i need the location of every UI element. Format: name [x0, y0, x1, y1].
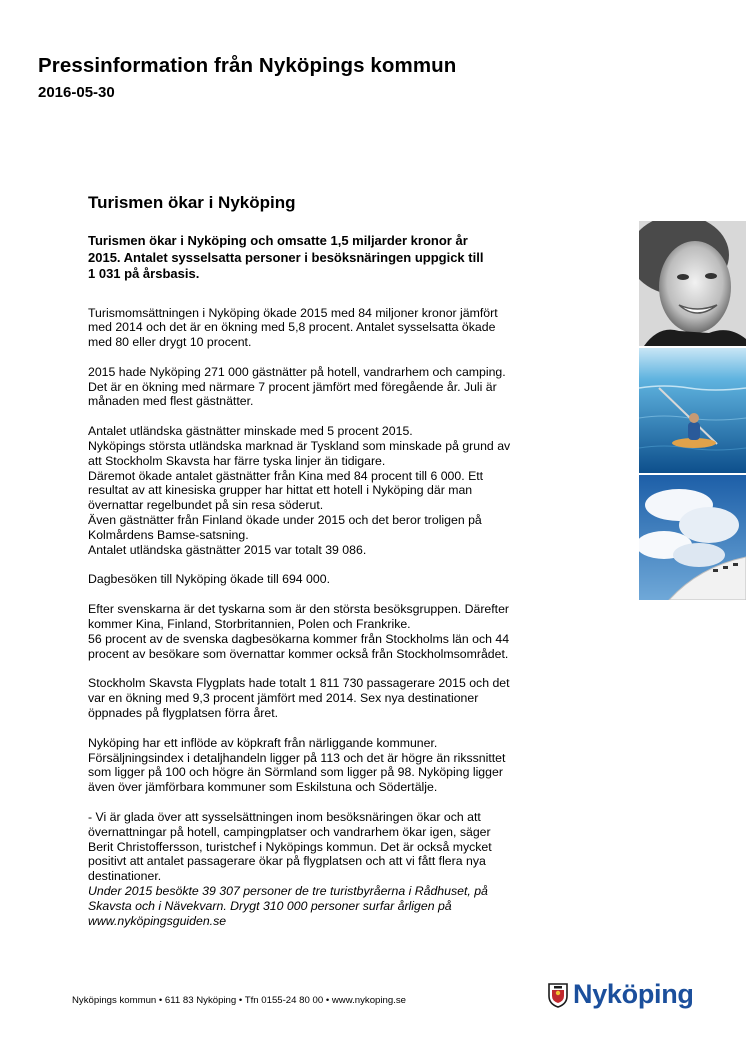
text-line: som ligger på 100 och högre än Sörmland som ligger på 98. Nyköping ligger [88, 765, 503, 780]
nykoping-logo [547, 979, 694, 1010]
text-line: var en ökning med 9,3 procent jämfört med 2014. Sex nya destinationer [88, 691, 479, 706]
clouds-and-airplane-photo [639, 475, 746, 600]
press-release-date: 2016-05-30 [38, 84, 115, 101]
text-line: Försäljningsindex i detaljhandeln ligger på 113 och det är högre än rikssnittet [88, 750, 506, 765]
press-release-title: Pressinformation från Nyköpings kommun [38, 54, 457, 77]
text-line: Nyköpings största utländska marknad är Tyskland som minskade på grund av [88, 439, 511, 454]
article-lead [88, 233, 588, 283]
text-line: med 2014 och det är en ökning med 5,8 procent. Antalet sysselsatta ökade [88, 320, 496, 335]
text-line: 2015 hade Nyköping 271 000 gästnätter på hotell, vandrarhem och camping. [88, 364, 506, 379]
paragraph-day-visits [88, 572, 588, 587]
paragraph-purchasing-power [88, 736, 588, 795]
text-line: Stockholm Skavsta Flygplats hade totalt 1 811 730 passagerare 2015 och det [88, 676, 510, 691]
italic-note-line: Skavsta och i Nävekvarn. Drygt 310 000 personer surfar årligen på [88, 898, 452, 913]
quote-line: destinationer. [88, 869, 162, 884]
text-line: månaden med flest gästnätter. [88, 394, 254, 409]
quote-line: övernattningar på hotell, campingplatser och vandrarhem ökar igen, säger [88, 824, 491, 839]
text-line: öppnades på flygplatsen förra året. [88, 706, 279, 721]
logo-wordmark: Nyköping [573, 979, 694, 1009]
text-line: Nyköping har ett inflöde av köpkraft från närliggande kommuner. [88, 735, 438, 750]
text-line: Det är en ökning med närmare 7 procent jämfört med föregående år. Juli är [88, 379, 497, 394]
text-line: Antalet utländska gästnätter 2015 var totalt 39 086. [88, 542, 367, 557]
text-line: Även gästnätter från Finland ökade under 2015 och det beror troligen på [88, 513, 482, 528]
text-line: Efter svenskarna är det tyskarna som är den största besöksgruppen. Därefter [88, 602, 510, 617]
text-line: Kolmårdens Bamse-satsning. [88, 527, 249, 542]
quote-line: - Vi är glada över att sysselsättningen inom besöksnäringen ökar och att [88, 810, 481, 825]
kayaker-on-sea-photo [639, 348, 746, 473]
lead-line: Turismen ökar i Nyköping och omsatte 1,5 miljarder kronor år [88, 233, 468, 248]
text-line: även över jämförbara kommuner som Eskilstuna och Södertälje. [88, 780, 438, 795]
text-line: 56 procent av de svenska dagbesökarna kommer från Stockholms län och 44 [88, 631, 510, 646]
footer-contact: Nyköpings kommun • 611 83 Nyköping • Tfn 0155-24 80 00 • www.nykoping.se [72, 995, 406, 1006]
photo-strip [639, 221, 746, 602]
paragraph-guest-nights [88, 365, 588, 409]
paragraph-quote [88, 810, 588, 928]
text-line: Dagbesöken till Nyköping ökade till 694 000. [88, 572, 330, 587]
text-line: att Stockholm Skavsta har färre tyska linjer än tidigare. [88, 453, 386, 468]
coat-of-arms-icon [547, 982, 569, 1008]
paragraph-foreign-guests [88, 424, 588, 557]
text-line: procent av besökare som övernattar kommer också från Stockholmsområdet. [88, 646, 509, 661]
article [88, 193, 588, 943]
paragraph-airport [88, 676, 588, 720]
lead-line: 1 031 på årsbasis. [88, 266, 200, 281]
quote-line: Berit Christoffersson, turistchef i Nyköpings kommun. Det är också mycket [88, 839, 492, 854]
text-line: Däremot ökade antalet gästnätter från Kina med 84 procent till 6 000. Ett [88, 468, 484, 483]
paragraph-visitor-groups [88, 602, 588, 661]
paragraph-turnover [88, 306, 588, 350]
text-line: övernattar regelbundet på sin resa söderut. [88, 498, 324, 513]
lead-line: 2015. Antalet sysselsatta personer i besöksnäringen uppgick till [88, 249, 484, 265]
italic-note-line: Under 2015 besökte 39 307 personer de tre turistbyråerna i Rådhuset, på [88, 884, 488, 898]
article-heading: Turismen ökar i Nyköping [88, 193, 296, 212]
text-line: med 80 eller drygt 10 procent. [88, 335, 252, 350]
text-line: Antalet utländska gästnätter minskade med 5 procent 2015. [88, 424, 413, 439]
woman-portrait-photo [639, 221, 746, 346]
quote-line: positivt att antalet passagerare ökar på flygplatsen och att vi fått flera nya [88, 854, 486, 869]
text-line: Turismomsättningen i Nyköping ökade 2015 med 84 miljoner kronor jämfört [88, 305, 498, 320]
guide-website-link[interactable]: www.nyköpingsguiden.se [88, 913, 227, 928]
text-line: kommer Kina, Finland, Storbritannien, Polen och Frankrike. [88, 617, 411, 632]
text-line: resultat av att kinesiska grupper har hittat ett hotell i Nyköping där man [88, 483, 473, 498]
